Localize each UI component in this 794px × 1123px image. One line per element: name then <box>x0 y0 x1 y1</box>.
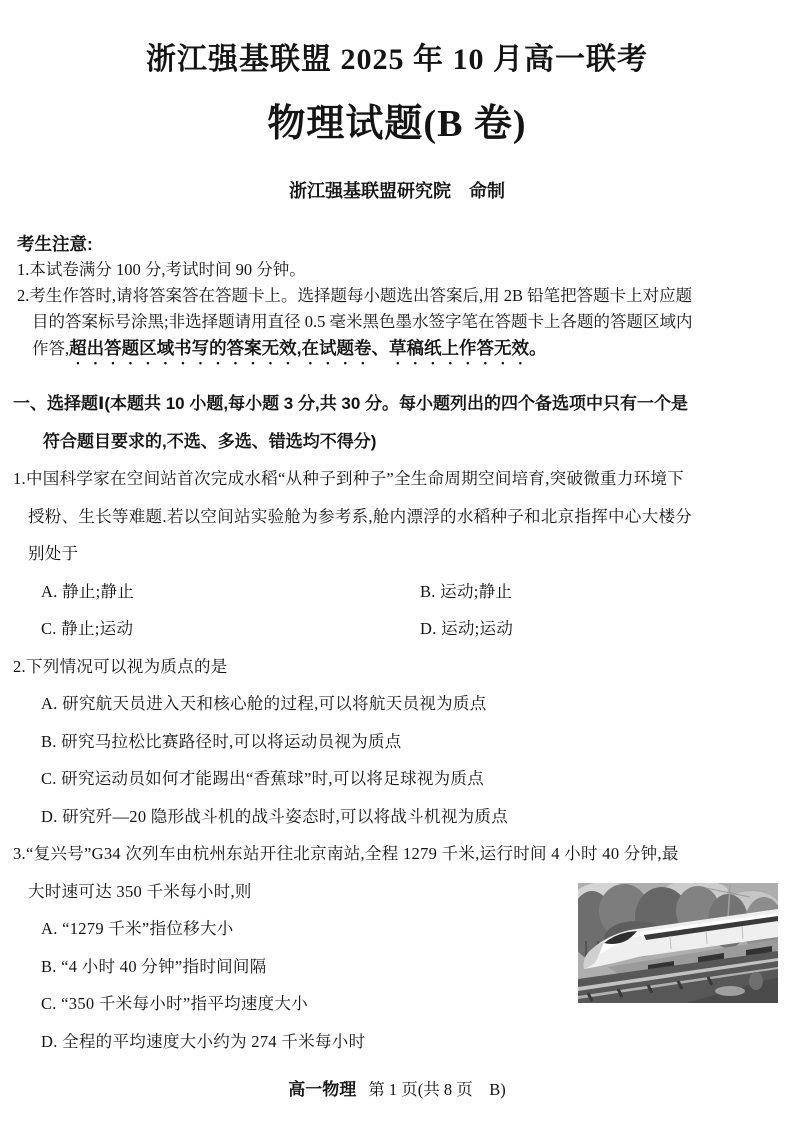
organizer-line: 浙江强基联盟研究院 命制 <box>289 181 505 201</box>
notice-item-2-line-1: 2.考生作答时,请将答案答在答题卡上。选择题每小题选出答案后,用 2B 铅笔把答题卡上对应题 <box>17 286 693 305</box>
section-heading-line-2: 符合题目要求的,不选、多选、错选均不得分) <box>43 431 377 451</box>
emphasized-answer-warning: 超出答题区域书写的答案无效,在试题卷、草稿纸上作答无效。 <box>69 338 547 358</box>
exam-title: 浙江强基联盟 2025 年 10 月高一联考 <box>146 43 648 76</box>
question-2-stem: 2.下列情况可以视为质点的是 <box>13 656 228 676</box>
section-heading-line-1: 一、选择题Ⅰ(本题共 10 小题,每小题 3 分,共 30 分。每小题列出的四个备选项中只有一个是 <box>13 394 689 413</box>
option-a: A. 静止;静止 <box>41 581 135 601</box>
option-b: B. 运动;静止 <box>420 581 513 601</box>
option-b: B. 研究马拉松比赛路径时,可以将运动员视为质点 <box>41 731 402 751</box>
page-footer <box>0 1078 794 1102</box>
footer-subject: 高一物理 <box>288 1080 357 1099</box>
question-3-line-1: 3.“复兴号”G34 次列车由杭州东站开往北京南站,全程 1279 千米,运行时间 4 小时 40 分钟,最 <box>13 844 679 863</box>
train-photo-illustration <box>578 883 778 1003</box>
option-c: C. 研究运动员如何才能踢出“香蕉球”时,可以将足球视为质点 <box>41 769 485 788</box>
option-d: D. 研究歼—20 隐形战斗机的战斗姿态时,可以将战斗机视为质点 <box>41 806 509 826</box>
train-photo-image <box>578 883 778 1003</box>
option-a: A. 研究航天员进入天和核心舱的过程,可以将航天员视为质点 <box>41 694 487 713</box>
notice-section <box>17 231 781 368</box>
option-d: D. 全程的平均速度大小约为 274 千米每小时 <box>41 1031 366 1051</box>
option-b: B. “4 小时 40 分钟”指时间间隔 <box>41 956 267 976</box>
question-2 <box>13 648 794 836</box>
question-1-line-3: 别处于 <box>28 544 79 563</box>
notice-item-1: 1.本试卷满分 100 分,考试时间 90 分钟。 <box>17 260 306 279</box>
notice-heading: 考生注意: <box>17 234 93 254</box>
option-d: D. 运动;运动 <box>420 619 514 638</box>
question-1-line-2: 授粉、生长等难题.若以空间站实验舱为参考系,舱内漂浮的水稻种子和北京指挥中心大楼分 <box>28 506 693 526</box>
paper-title: 物理试题(B 卷) <box>267 103 527 145</box>
notice-item-2-line-3 <box>17 335 781 368</box>
option-c: C. 静止;运动 <box>41 619 134 638</box>
notice-item-2-prefix: 作答, <box>32 339 70 358</box>
question-1 <box>13 460 794 648</box>
notice-item-2-line-2: 目的答案标号涂黑;非选择题请用直径 0.5 毫米黑色墨水签字笔在答题卡上各题的答题区域内 <box>32 312 693 331</box>
question-1-options-row-2 <box>13 610 794 648</box>
question-3-line-2: 大时速可达 350 千米每小时,则 <box>28 881 252 901</box>
question-1-line-1: 1.中国科学家在空间站首次完成水稻“从种子到种子”全生命周期空间培育,突破微重力环境下 <box>13 469 685 488</box>
option-c: C. “350 千米每小时”指平均速度大小 <box>41 994 309 1013</box>
footer-page-number: 第 1 页(共 8 页 B) <box>368 1080 506 1099</box>
question-1-options-row-1 <box>13 573 794 611</box>
option-a: A. “1279 千米”指位移大小 <box>41 919 234 938</box>
